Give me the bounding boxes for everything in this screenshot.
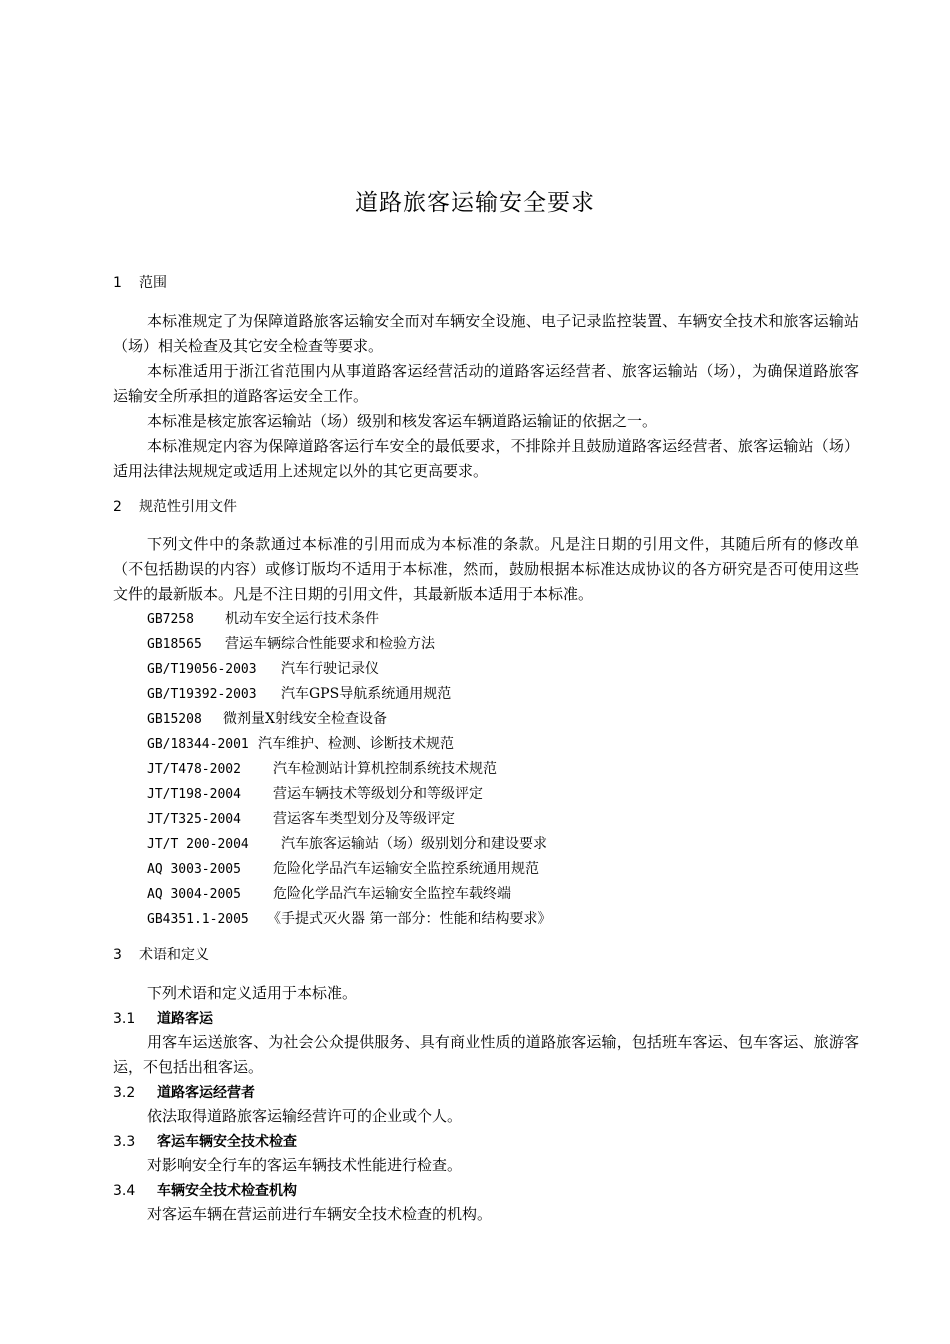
paragraph: 本标准规定了为保障道路旅客运输安全而对车辆安全设施、电子记录监控装置、车辆安全技术和旅客运输站（场）相关检查及其它安全检查等要求。: [113, 312, 859, 355]
section-heading: [113, 272, 859, 294]
section-normative-references: [113, 496, 859, 518]
reference-item: [113, 882, 859, 907]
document-title: 道路旅客运输安全要求: [355, 190, 595, 216]
reference-item: [113, 657, 859, 682]
reference-code: GB18565: [147, 637, 202, 652]
paragraph: 本标准规定内容为保障道路客运行车安全的最低要求，不排除并且鼓励道路客运经营者、旅客运输站（场）适用法律法规规定或适用上述规定以外的其它更高要求。: [113, 437, 859, 480]
reference-name: 营运客车类型划分及等级评定: [273, 811, 455, 827]
reference-item: [113, 632, 859, 657]
reference-item: [113, 732, 859, 757]
reference-name: 危险化学品汽车运输安全监控系统通用规范: [273, 861, 539, 877]
reference-name: 汽车行驶记录仪: [281, 661, 379, 677]
reference-code: GB/T19392-2003: [147, 687, 257, 702]
reference-item: [113, 757, 859, 782]
reference-name: 汽车检测站计算机控制系统技术规范: [273, 761, 497, 777]
reference-name: 微剂量X射线安全检查设备: [223, 711, 387, 727]
paragraph: 下列术语和定义适用于本标准。: [147, 984, 358, 1002]
reference-code: JT/T325-2004: [147, 812, 241, 827]
reference-item: [113, 607, 859, 632]
reference-name: 汽车维护、检测、诊断技术规范: [258, 736, 454, 752]
section-title: 范围: [139, 275, 167, 291]
term-number: 3.1: [113, 1011, 136, 1027]
term-heading: [113, 1082, 859, 1104]
section-heading: [113, 496, 859, 518]
reference-name: 《手提式灭火器 第一部分：性能和结构要求》: [267, 911, 552, 927]
section-terms-body: [113, 981, 859, 1227]
section-number: 1: [113, 275, 122, 291]
reference-list: [113, 607, 859, 932]
term-title: 车辆安全技术检查机构: [157, 1183, 297, 1199]
reference-code: JT/T 200-2004: [147, 837, 249, 852]
reference-code: JT/T198-2004: [147, 787, 241, 802]
term-heading: [113, 1008, 859, 1030]
paragraph: 下列文件中的条款通过本标准的引用而成为本标准的条款。凡是注日期的引用文件，其随后所有的修改单（不包括勘误的内容）或修订版均不适用于本标准，然而，鼓励根据本标准达成协议的各方研究是否可使用这些文件的最新版本。凡是不注日期的引用文件，其最新版本适用于本标准。: [113, 535, 859, 603]
reference-code: AQ 3004-2005: [147, 887, 241, 902]
reference-code: GB/T19056-2003: [147, 662, 257, 677]
section-heading: [113, 944, 859, 966]
term-number: 3.4: [113, 1183, 136, 1199]
term-heading: [113, 1180, 859, 1202]
term-title: 道路客运经营者: [157, 1085, 255, 1101]
term-definition: 对客运车辆在营运前进行车辆安全技术检查的机构。: [147, 1205, 493, 1223]
reference-code: GB/18344-2001: [147, 737, 249, 752]
reference-item: [113, 832, 859, 857]
term-heading: [113, 1131, 859, 1153]
reference-name: 汽车GPS导航系统通用规范: [281, 686, 452, 702]
section-terms-definitions: [113, 944, 859, 966]
reference-code: JT/T478-2002: [147, 762, 241, 777]
reference-code: GB4351.1-2005: [147, 912, 249, 927]
section-scope-body: [113, 309, 859, 484]
section-number: 2: [113, 499, 122, 515]
reference-code: GB15208: [147, 712, 202, 727]
section-title: 规范性引用文件: [139, 499, 237, 515]
term-title: 客运车辆安全技术检查: [157, 1134, 297, 1150]
section-references-body: [113, 532, 859, 932]
reference-name: 机动车安全运行技术条件: [225, 611, 379, 627]
reference-code: GB7258: [147, 612, 194, 627]
reference-name: 汽车旅客运输站（场）级别划分和建设要求: [281, 836, 547, 852]
reference-item: [113, 857, 859, 882]
paragraph: 本标准适用于浙江省范围内从事道路客运经营活动的道路客运经营者、旅客运输站（场），为确保道路旅客运输安全所承担的道路客运安全工作。: [113, 362, 859, 405]
reference-item: [113, 807, 859, 832]
term-definition: 依法取得道路旅客运输经营许可的企业或个人。: [147, 1107, 463, 1125]
term-definition: 对影响安全行车的客运车辆技术性能进行检查。: [147, 1156, 463, 1174]
section-scope: [113, 272, 859, 294]
paragraph: 本标准是核定旅客运输站（场）级别和核发客运车辆道路运输证的依据之一。: [147, 412, 658, 430]
term-number: 3.3: [113, 1134, 136, 1150]
reference-name: 营运车辆综合性能要求和检验方法: [225, 636, 435, 652]
reference-code: AQ 3003-2005: [147, 862, 241, 877]
term-definition: 用客车运送旅客、为社会公众提供服务、具有商业性质的道路旅客运输，包括班车客运、包车客运、旅游客运，不包括出租客运。: [113, 1033, 859, 1076]
reference-item: [113, 907, 859, 932]
reference-item: [113, 707, 859, 732]
reference-name: 营运车辆技术等级划分和等级评定: [273, 786, 483, 802]
section-title: 术语和定义: [139, 947, 209, 963]
reference-item: [113, 682, 859, 707]
reference-item: [113, 782, 859, 807]
term-number: 3.2: [113, 1085, 136, 1101]
reference-name: 危险化学品汽车运输安全监控车载终端: [273, 886, 511, 902]
term-title: 道路客运: [157, 1011, 213, 1027]
section-number: 3: [113, 947, 122, 963]
